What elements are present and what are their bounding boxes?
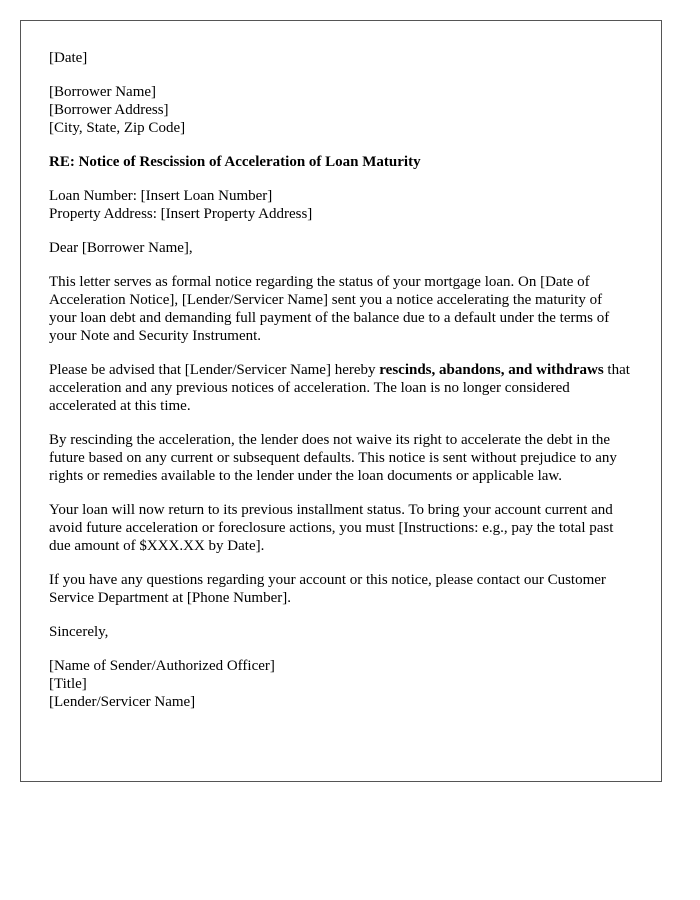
recipient-block: [49, 83, 632, 137]
signature-name: [Name of Sender/Authorized Officer]: [49, 658, 275, 674]
recipient-name: [Borrower Name]: [49, 84, 157, 100]
subject-text: RE: Notice of Rescission of Acceleration of Loan Maturity: [49, 154, 421, 170]
recipient-address: [Borrower Address]: [49, 102, 169, 118]
salutation: Dear [Borrower Name],: [49, 240, 193, 256]
subject-line: [49, 153, 632, 171]
paragraph-5: If you have any questions regarding your account or this notice, please contact our Customer Service Department at [Phone Number].: [49, 572, 606, 606]
letter-date: [Date]: [49, 50, 88, 66]
paragraph-2: [49, 361, 632, 415]
loan-number: Loan Number: [Insert Loan Number]: [49, 188, 273, 204]
paragraph-4: Your loan will now return to its previous installment status. To bring your account current and avoid future acceleration or foreclosure actions, you must [Instructions: e.g., pay the total past due amount of $XXX.XX by Date].: [49, 502, 614, 554]
loan-info-block: [49, 187, 632, 223]
property-address: Property Address: [Insert Property Address]: [49, 206, 313, 222]
closing: Sincerely,: [49, 624, 109, 640]
paragraph-2-start: Please be advised that [Lender/Servicer Name] hereby: [49, 362, 380, 378]
paragraph-2-end: that acceleration and any previous notices of acceleration. The loan is no longer considered accelerated at this time.: [49, 362, 630, 414]
recipient-city-state-zip: [City, State, Zip Code]: [49, 120, 186, 136]
signature-company: [Lender/Servicer Name]: [49, 694, 196, 710]
signature-title: [Title]: [49, 676, 87, 692]
signature-block: [49, 657, 632, 711]
paragraph-3: By rescinding the acceleration, the lender does not waive its right to accelerate the debt in the future based on any current or subsequent defaults. This notice is sent without prejudice to any rights or remedies available to the lender under the loan documents or applicable law.: [49, 432, 617, 484]
letter-page: [20, 20, 662, 782]
paragraph-1: This letter serves as formal notice regarding the status of your mortgage loan. On [Date of Acceleration Notice], [Lender/Servicer Name] sent you a notice accelerating the maturity of your loan debt and demanding full payment of the balance due to a default under the terms of your Note and Security Instrument.: [49, 274, 610, 344]
paragraph-2-bold: rescinds, abandons, and withdraws: [379, 362, 604, 378]
